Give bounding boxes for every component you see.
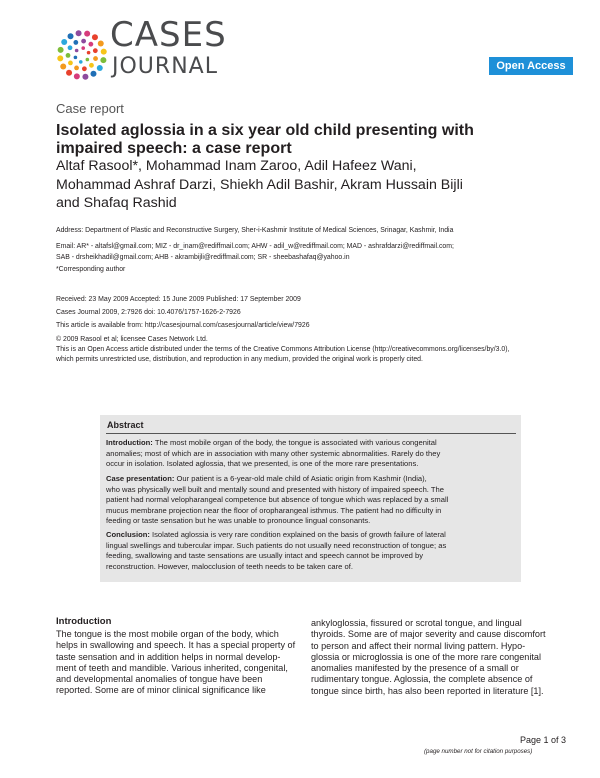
article-type: Case report: [56, 101, 124, 116]
author-list: [56, 157, 526, 213]
article-title: Isolated aglossia in a six year old child presenting with impaired speech: a case report: [56, 122, 474, 157]
logo-dot: [66, 70, 72, 76]
copyright-line: © 2009 Rasool et al; licensee Cases Network Ltd.: [56, 336, 208, 343]
availability-link[interactable]: This article is available from: http://casesjournal.com/casesjournal/article/view/7926: [56, 322, 310, 329]
logo-wordmark-journal: JOURNAL: [112, 54, 218, 79]
citation-line: Cases Journal 2009, 2:7926 doi: 10.4076/1757-1626-2-7926: [56, 309, 241, 316]
logo-dot: [81, 46, 85, 50]
introduction-heading: Introduction: [56, 616, 112, 627]
license-line: which permits unrestricted use, distribution, and reproduction in any medium, provided the original work is properly cited.: [56, 356, 423, 363]
logo-dot: [92, 34, 98, 40]
page-number: Page 1 of 3: [520, 735, 567, 745]
logo-dot: [101, 49, 107, 55]
logo-dot: [74, 56, 78, 60]
logo-dot: [93, 48, 98, 53]
affiliation-address: Address: Department of Plastic and Reconstructive Surgery, Sher-i-Kashmir Institute of Medical Sciences, Srinagar, Kashmir, India: [56, 227, 454, 234]
corresponding-author-note: *Corresponding author: [56, 266, 126, 273]
logo-dot: [75, 49, 79, 53]
page-number-note: (page number not for citation purposes): [424, 748, 533, 755]
logo-dot: [61, 39, 67, 45]
logo-dot: [66, 53, 71, 58]
body-column-left: The tongue is the most mobile organ of the body, which helps in swallowing and speech. It has a special property of taste sensation and in addition helps in normal develop- ment of teeth and mandible. Various inherited, congenital, and developmental anomalies of tongue have been reported. Some are of minor clinical significance like: [56, 629, 296, 696]
logo-dot: [88, 42, 93, 47]
email-line[interactable]: SAB - drsheikhadil@gmail.com; AHB - akrambijli@rediffmail.com; SR - sheebashafaq@yahoo.in: [56, 254, 350, 261]
author-line: Mohammad Ashraf Darzi, Shiekh Adil Bashir, Akram Hussain Bijli: [56, 176, 463, 193]
logo-dot: [98, 41, 104, 47]
logo-dot: [68, 60, 73, 65]
abstract-intro-label: Introduction:: [106, 438, 153, 447]
logo-dot: [84, 31, 90, 37]
author-line: and Shafaq Rashid: [56, 195, 177, 211]
open-access-badge: Open Access: [489, 57, 573, 75]
logo-dot: [82, 74, 88, 80]
cases-journal-logo-icon: [52, 25, 112, 85]
logo-dot: [86, 58, 90, 62]
body-column-right: ankyloglossia, fissured or scrotal tongue, and lingual thyroids. Some are of major severity and cause discomfort to person and affect their normal living pattern. Hypo- glossia or microglossia is one of the more rare congenital anomalies manifested by the presence of a small or rudimentary tongue. Aglossia, the complete absence of tongue since birth, has also been reported in literature [1].: [311, 618, 546, 696]
logo-dot: [87, 51, 91, 55]
logo-dot: [73, 40, 78, 45]
abstract-heading: Abstract: [107, 420, 144, 430]
logo-dot: [68, 45, 73, 50]
abstract-introduction: Introduction: The most mobile organ of the body, the tongue is associated with various congenital anomalies; most of which are in association with many other systemic abnormalities. Rarely do they occur in isolation. Isolated aglossia, that we presented, is one of the more rare presentations.: [106, 438, 441, 468]
logo-dot: [74, 73, 80, 79]
logo-dot: [82, 66, 87, 71]
abstract-case-label: Case presentation:: [106, 474, 175, 483]
email-line[interactable]: Email: AR* - altafsl@gmail.com; MIZ - dr_inam@rediffmail.com; AHW - adil_w@rediffmail.com; MAD - ashrafdarzi@rediffmail.com;: [56, 243, 454, 250]
logo-dot: [79, 60, 83, 64]
abstract-conclusion: Conclusion: Isolated aglossia is very rare condition explained on the basis of growth failure of lateral lingual swellings and tubercular impar. Such patients do not usually need reconstruction of tongue; as feeding, swallowing and taste sensations are usually intact and speech cannot be improved by reconstruction. However, malocclusion of teeth needs to be taken care of.: [106, 530, 447, 571]
logo-dot: [89, 63, 94, 68]
logo-dot: [81, 39, 86, 44]
logo-dot: [100, 57, 106, 63]
author-line: Altaf Rasool*, Mohammad Inam Zaroo, Adil Hafeez Wani,: [56, 158, 417, 174]
publication-dates: Received: 23 May 2009 Accepted: 15 June 2009 Published: 17 September 2009: [56, 296, 301, 303]
logo-wordmark-cases: CASES: [110, 15, 227, 55]
logo-dot: [60, 63, 66, 69]
abstract-divider: [106, 433, 516, 434]
abstract-conclusion-label: Conclusion:: [106, 530, 150, 539]
logo-dot: [90, 71, 96, 77]
abstract-case-presentation: Case presentation: Our patient is a 6-year-old male child of Asiatic origin from Kashmir (India), who was physically well built and mentally sound and presented with history of impaired speech. The patient had normal velopharangeal competence but absence of tongue which was replaced by a small mucus membrane projection near the floor of oropharangeal isthmus. The patient had no difficulty in feeding or taste sensation but he was unable to pronounce lingual consonants.: [106, 474, 449, 525]
logo-dot: [57, 55, 63, 61]
license-line[interactable]: This is an Open Access article distributed under the terms of the Creative Commons Attribution License (http://creativecommons.org/licenses/by/3.0),: [56, 346, 510, 353]
logo-dot: [68, 33, 74, 39]
logo-dot: [58, 47, 64, 53]
logo-dot: [76, 30, 82, 36]
logo-dot: [97, 65, 103, 71]
logo-dot: [93, 56, 98, 61]
logo-dot: [74, 65, 79, 70]
